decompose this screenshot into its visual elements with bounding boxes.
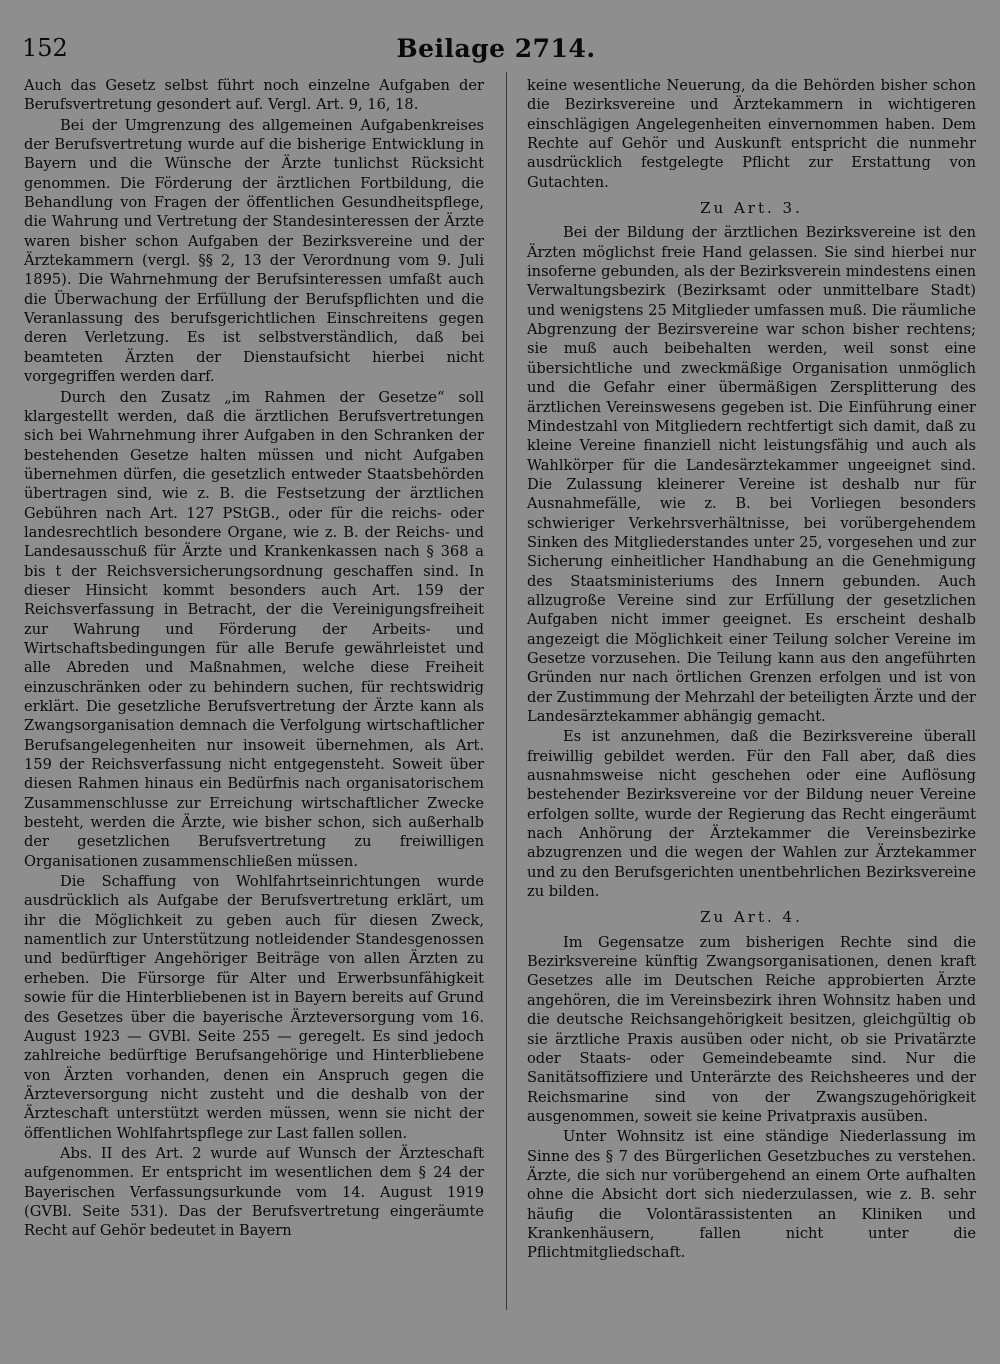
paragraph: Es ist anzunehmen, daß die Bezirksvereine überall freiwillig gebildet werden. Für den Fall aber, daß dies ausnahmsweise nicht geschehen oder eine Auflösung bestehender Bezirksvereine vor der Bildung neuer Vereine erfolgen sollte, wurde der Regierung das Recht eingeräumt nach Anhörung der Ärztekammer die Vereinsbezirke abzugrenzen und die wegen der Wahlen zur Ärztekammer und zu den Berufsgerichten unentbehrlichen Bezirksvereine zu bilden. <box>527 728 976 901</box>
paragraph: Unter Wohnsitz ist eine ständige Niederlassung im Sinne des § 7 des Bürgerlichen Gesetzbuches zu verstehen. Ärzte, die sich nur vorübergehend an einem Orte aufhalten ohne die Absicht dort sich niederzulassen, wie z. B. sehr häufig die Volontärassistenten an Kliniken und Krankenhäusern, fallen nicht unter die Pflichtmitgliedschaft. <box>527 1128 976 1262</box>
right-column <box>527 76 976 1264</box>
section-heading-art3: Zu Art. 3. <box>700 199 803 218</box>
paragraph: Auch das Gesetz selbst führt noch einzelne Aufgaben der Berufsvertretung gesondert auf. Vergl. Art. 9, 16, 18. <box>24 77 484 114</box>
page-title: Beilage 2714. <box>396 34 596 63</box>
page-number: 152 <box>22 34 68 62</box>
section-heading-art4: Zu Art. 4. <box>700 908 803 927</box>
paragraph: Durch den Zusatz „im Rahmen der Gesetze“ soll klargestellt werden, daß die ärztlichen Berufsvertretungen sich bei Wahrnehmung ihrer Aufgaben in den Schranken der bestehenden Gesetze halten müssen und nicht Aufgaben übernehmen dürfen, die gesetzlich entweder Staatsbehörden übertragen sind, wie z. B. die Festsetzung der ärztlichen Gebühren nach Art. 127 PStGB., oder für die reichs- oder landesrechtlich besondere Organe, wie z. B. der Reichs- und Landesausschuß für Ärzte und Krankenkassen nach § 368 a bis t der Reichsversicherungsordnung geschaffen sind. In dieser Hinsicht kommt besonders auch Art. 159 der Reichsverfassung in Betracht, der die Vereinigungsfreiheit zur Wahrung und Förderung der Arbeits- und Wirtschaftsbedingungen für alle Berufe gewährleistet und alle Abreden und Maßnahmen, welche diese Freiheit einzuschränken oder zu behindern suchen, für rechtswidrig erklärt. Die gesetzliche Berufsvertretung der Ärzte kann als Zwangsorganisation demnach die Verfolgung wirtschaftlicher Berufsangelegenheiten nur insoweit übernehmen, als Art. 159 der Reichsverfassung nicht entgegensteht. Soweit über diesen Rahmen hinaus ein Bedürfnis nach organisatorischem Zusammenschlusse zur Erreichung wirtschaftlicher Zwecke besteht, werden die Ärzte, wie bisher schon, sich außerhalb der gesetzlichen Berufsvertretung zu freiwilligen Organisationen zusammenschließen müssen. <box>24 388 484 870</box>
paragraph: Im Gegensatze zum bisherigen Rechte sind die Bezirksvereine künftig Zwangsorganisationen, denen kraft Gesetzes alle im Deutschen Reiche approbierten Ärzte angehören, die im Vereinsbezirk ihren Wohnsitz haben und die deutsche Reichsangehörigkeit besitzen, gleichgültig ob sie ärztliche Praxis ausüben oder nicht, ob sie Privatärzte oder Staats- oder Gemeindebeamte sind. Nur die Sanitätsoffiziere und Unterärzte des Reichsheeres und der Reichsmarine sind von der Zwangszugehörigkeit ausgenommen, soweit sie keine Privatpraxis ausüben. <box>527 933 976 1125</box>
paragraph: Die Schaffung von Wohlfahrtseinrichtungen wurde ausdrücklich als Aufgabe der Berufsvertretung erklärt, um ihr die Möglichkeit zu geben auch für diesen Zweck, namentlich zur Unterstützung notleidender Standesgenossen und bedürftiger Angehöriger Beiträge von allen Ärzten zu erheben. Die Fürsorge für Alter und Erwerbsunfähigkeit sowie für die Hinterbliebenen ist in Bayern bereits auf Grund des Gesetzes über die bayerische Ärzteversorgung vom 16. August 1923 — GVBl. Seite 255 — geregelt. Es sind jedoch zahlreiche bedürftige Berufsangehörige und Hinterbliebene von Ärzten vorhanden, denen ein Anspruch gegen die Ärzteversorgung nicht zusteht und die deshalb von der Ärzteschaft unterstützt werden müssen, wenn sie nicht der öffentlichen Wohlfahrtspflege zur Last fallen sollen. <box>24 873 484 1142</box>
paragraph: Abs. II des Art. 2 wurde auf Wunsch der Ärzteschaft aufgenommen. Er entspricht im wesentlichen dem § 24 der Bayerischen Verfassungsurkunde vom 14. August 1919 (GVBl. Seite 531). Das der Berufsvertretung eingeräumte Recht auf Gehör bedeutet in Bayern <box>24 1144 484 1240</box>
paragraph: Bei der Umgrenzung des allgemeinen Aufgabenkreises der Berufsvertretung wurde auf die bisherige Entwicklung in Bayern und die Wünsche der Ärzte tunlichst Rücksicht genommen. Die Förderung der ärztlichen Fortbildung, die Behandlung von Fragen der öffentlichen Gesundheitspflege, die Wahrung und Vertretung der Standesinteressen der Ärzte waren bisher schon Aufgaben der Bezirksvereine und der Ärztekammern (vergl. §§ 2, 13 der Verordnung vom 9. Juli 1895). Die Wahrnehmung der Berufsinteressen umfaßt auch die Überwachung der Erfüllung der Berufspflichten und die Veranlassung des berufsgerichtlichen Einschreitens gegen deren Verletzung. Es ist selbstverständlich, daß bei beamteten Ärzten der Dienstaufsicht hierbei nicht vorgegriffen werden darf. <box>24 116 484 386</box>
paragraph: Bei der Bildung der ärztlichen Bezirksvereine ist den Ärzten möglichst freie Hand gelassen. Sie sind hierbei nur insoferne gebunden, als der Bezirksverein mindestens einen Verwaltungsbezirk (Bezirksamt oder unmittelbare Stadt) und wenigstens 25 Mitglieder umfassen muß. Die räumliche Abgrenzung der Bezirsvereine war schon bisher rechtens; sie muß auch beibehalten werden, weil sonst eine übersichtliche und zweckmäßige Organisation unmöglich und die Gefahr einer übermäßigen Zersplitterung des ärztlichen Vereinswesens gegeben ist. Die Einführung einer Mindestzahl von Mitgliedern rechtfertigt sich damit, daß zu kleine Vereine finanziell nicht leistungsfähig und auch als Wahlkörper für die Landesärztekammer ungeeignet sind. Die Zulassung kleinerer Vereine ist deshalb nur für Ausnahmefälle, wie z. B. bei Vorliegen besonders schwieriger Verkehrsverhältnisse, bei vorübergehendem Sinken des Mitgliederstandes unter 25, vorgesehen und zur Sicherung einheitlicher Handhabung an die Genehmigung des Staatsministeriums des Innern gebunden. Auch allzugroße Vereine sind zur Erfüllung der gesetzlichen Aufgaben nicht immer geeignet. Es erscheint deshalb angezeigt die Möglichkeit einer Teilung solcher Vereine im Gesetze vorzusehen. Die Teilung kann aus den angeführten Gründen nur nach örtlichen Grenzen erfolgen und ist von der Zustimmung der Mehrzahl der beteiligten Ärzte und der Landesärztekammer abhängig gemacht. <box>527 224 976 725</box>
page-header <box>22 34 970 70</box>
column-divider <box>506 72 507 1310</box>
paragraph-continuation: keine wesentliche Neuerung, da die Behörden bisher schon die Bezirksvereine und Ärztekammern in wichtigeren einschlägigen Angelegenheiten einvernommen haben. Dem Rechte auf Gehör und Auskunft entspricht die nunmehr ausdrücklich festgelegte Pflicht zur Erstattung von Gutachten. <box>527 77 976 191</box>
left-column <box>24 76 484 1242</box>
